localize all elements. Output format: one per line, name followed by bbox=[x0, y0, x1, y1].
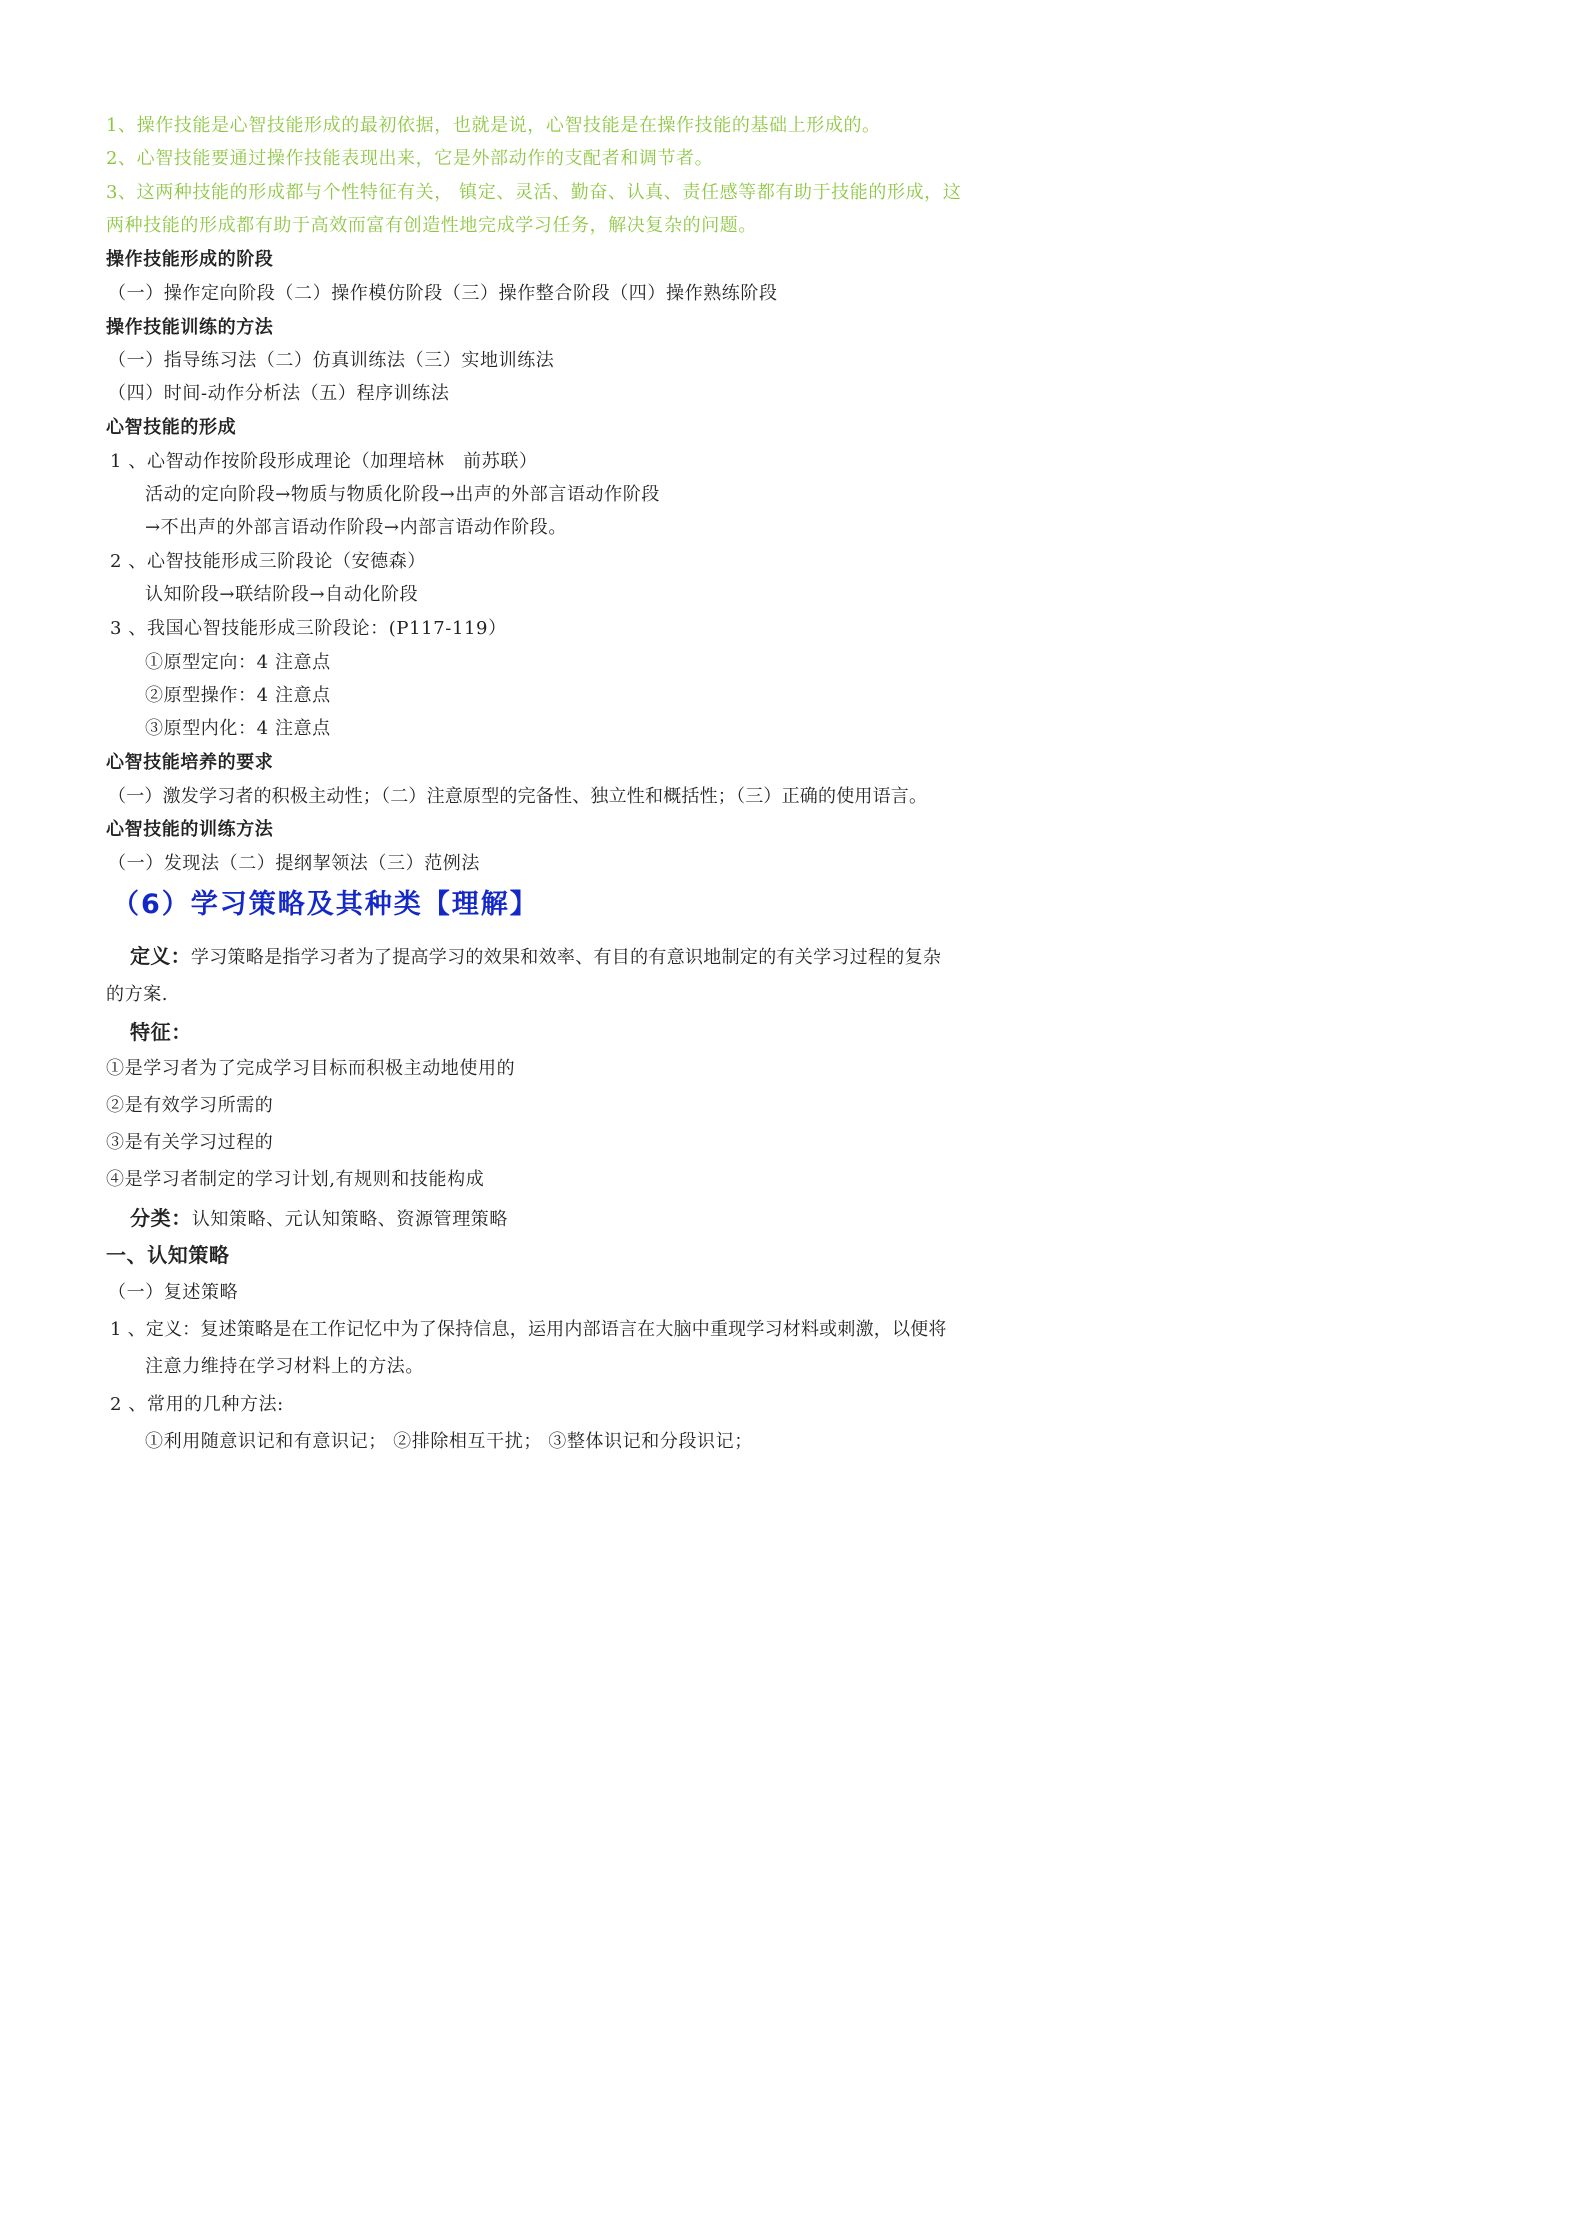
mental-training-text: （一）发现法（二）提纲挈领法（三）范例法 bbox=[108, 853, 480, 874]
cognitive-def-2: 注意力维持在学习材料上的方法。 bbox=[145, 1356, 424, 1377]
green-note-3: 3、这两种技能的形成都与个性特征有关， 镇定、灵活、勤奋、认真、责任感等都有助于技能的形成，这 bbox=[106, 182, 962, 203]
feature-item-2: ②是有效学习所需的 bbox=[106, 1095, 274, 1116]
feature-item-3: ③是有关学习过程的 bbox=[106, 1132, 274, 1153]
cognitive-methods-line: ①利用随意识记和有意识记； ②排除相互干扰； ③整体识记和分段识记； bbox=[145, 1431, 753, 1452]
green-note-1: 1、操作技能是心智技能形成的最初依据，也就是说，心智技能是在操作技能的基础上形成的。 bbox=[106, 115, 881, 136]
mental-formation-item-3-b: ②原型操作：4 注意点 bbox=[145, 685, 331, 706]
mental-formation-item-2-line-1: 认知阶段→联结阶段→自动化阶段 bbox=[145, 584, 419, 605]
cognitive-title: 一、认知策略 bbox=[106, 1243, 230, 1267]
cognitive-methods: 2 、常用的几种方法: bbox=[110, 1394, 284, 1415]
mental-formation-item-1-line-1: 活动的定向阶段→物质与物质化阶段→出声的外部言语动作阶段 bbox=[145, 484, 660, 505]
mental-formation-item-1-line-2: →不出声的外部言语动作阶段→内部言语动作阶段。 bbox=[145, 517, 567, 538]
mental-formation-item-3-c: ③原型内化：4 注意点 bbox=[145, 718, 331, 739]
mental-formation-item-3-a: ①原型定向：4 注意点 bbox=[145, 652, 331, 673]
green-note-3-cont: 两种技能的形成都有助于高效而富有创造性地完成学习任务，解决复杂的问题。 bbox=[106, 215, 757, 236]
mental-requirements-text: （一）激发学习者的积极主动性；（二）注意原型的完备性、独立性和概括性；（三）正确的使用语言。 bbox=[108, 786, 928, 807]
mental-formation-title: 心智技能的形成 bbox=[106, 417, 237, 438]
classification-text: 认知策略、元认知策略、资源管理策略 bbox=[191, 1209, 509, 1230]
op-training-line-2: （四）时间-动作分析法（五）程序训练法 bbox=[108, 383, 450, 404]
mental-requirements-title: 心智技能培养的要求 bbox=[106, 752, 274, 773]
definition-text: 学习策略是指学习者为了提高学习的效果和效率、有目的有意识地制定的有关学习过程的复杂 bbox=[190, 947, 942, 968]
cognitive-sub: （一）复述策略 bbox=[108, 1282, 239, 1303]
definition-line bbox=[130, 944, 941, 970]
mental-formation-item-1: 1 、心智动作按阶段形成理论（加理培林 前苏联） bbox=[110, 451, 538, 472]
green-note-2: 2、心智技能要通过操作技能表现出来，它是外部动作的支配者和调节者。 bbox=[106, 148, 714, 169]
mental-formation-item-2: 2 、心智技能形成三阶段论（安德森） bbox=[110, 551, 426, 572]
op-stages-text: （一）操作定向阶段（二）操作模仿阶段（三）操作整合阶段（四）操作熟练阶段 bbox=[108, 283, 778, 304]
feature-item-4: ④是学习者制定的学习计划,有规则和技能构成 bbox=[106, 1169, 485, 1190]
definition-cont: 的方案. bbox=[106, 984, 169, 1005]
feature-item-1: ①是学习者为了完成学习目标而积极主动地使用的 bbox=[106, 1058, 516, 1079]
section-heading: （6）学习策略及其种类【理解】 bbox=[112, 889, 539, 920]
op-training-line-1: （一）指导练习法（二）仿真训练法（三）实地训练法 bbox=[108, 350, 555, 371]
mental-training-title: 心智技能的训练方法 bbox=[106, 819, 274, 840]
op-training-title: 操作技能训练的方法 bbox=[106, 317, 274, 338]
classification-line bbox=[130, 1206, 508, 1232]
cognitive-def-1: 1 、定义：复述策略是在工作记忆中为了保持信息，运用内部语言在大脑中重现学习材料或刺激，以便将 bbox=[110, 1319, 947, 1340]
definition-label: 定义： bbox=[130, 944, 191, 968]
features-label: 特征： bbox=[130, 1020, 192, 1044]
classification-label: 分类： bbox=[130, 1206, 192, 1230]
op-stages-title: 操作技能形成的阶段 bbox=[106, 249, 274, 270]
mental-formation-item-3: 3 、我国心智技能形成三阶段论：(P117-119） bbox=[110, 618, 507, 639]
